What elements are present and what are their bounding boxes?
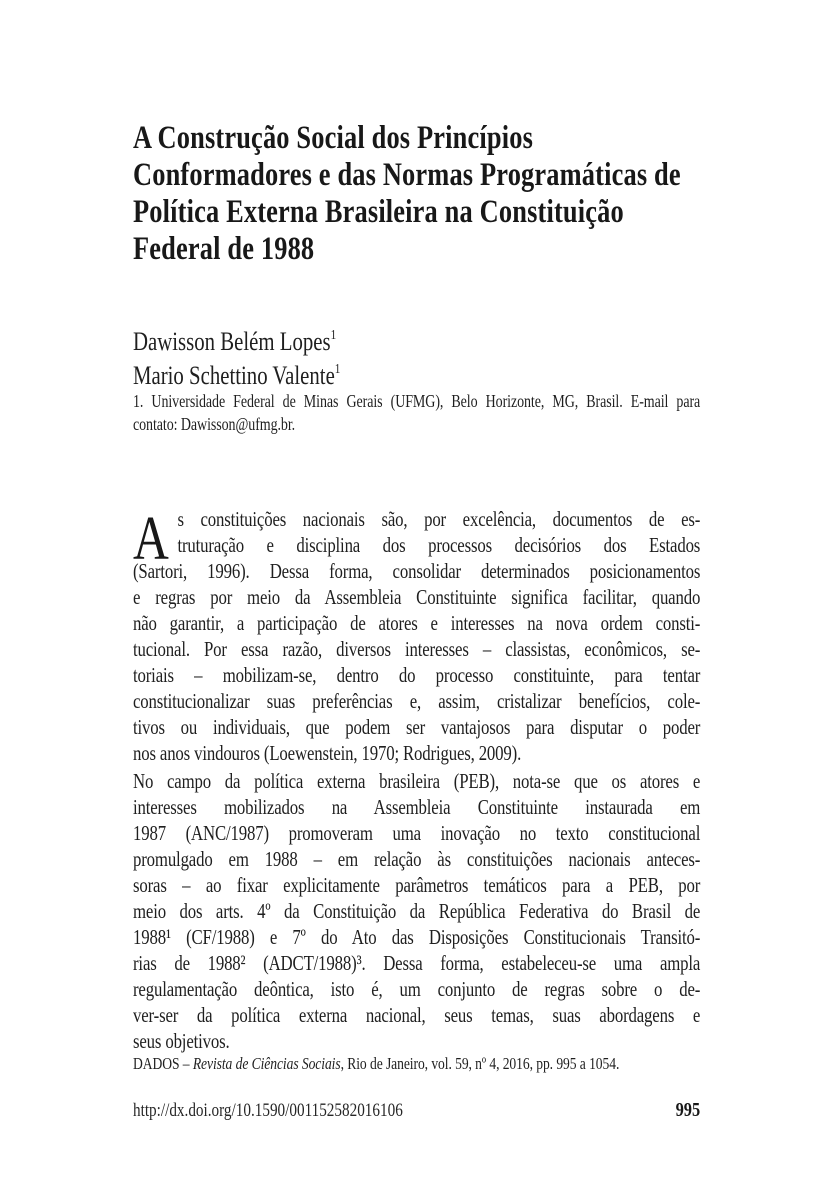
author-2-name: Mario Schettino Valente: [133, 361, 335, 390]
author-name: [133, 322, 340, 356]
author-1-footnote-ref: 1: [330, 328, 337, 343]
journal-subtitle: Revista de Ciências Sociais: [192, 1054, 341, 1073]
page-number: 995: [675, 1099, 701, 1121]
drop-cap: A: [133, 505, 169, 573]
journal-issue-info: , Rio de Janeiro, vol. 59, nº 4, 2016, pp. 995 a 1054.: [340, 1054, 620, 1073]
journal-citation: [133, 1053, 700, 1075]
paragraph-1-text: s constituições nacionais são, por excelência, documentos de es- truturação e disciplina dos processos decisórios dos Estados (Sartori, 1996). Dessa forma, consolidar determinados posicionamentos e regras por meio da Assembleia Constituinte significa facilitar, quando não garantir, a participação de atores e interesses na nova ordem consti- tucional. Por essa razão, diversos interesses – classistas, econômicos, se- toriais – mobilizam-se, dentro do processo constituinte, para tentar constitucionalizar suas preferências e, assim, cristalizar benefícios, cole- tivos ou individuais, que podem ser vantajosos para disputar o poder nos anos vindouros (Loewenstein, 1970; Rodrigues, 2009).: [133, 507, 701, 765]
paragraph-2-text: No campo da política externa brasileira (PEB), nota-se que os atores e interesses mobilizados na Assembleia Constituinte instaurada em 1987 (ANC/1987) promoveram uma inovação no texto constitucional promulgado em 1988 – em relação às constituições nacionais anteces- soras – ao fixar explicitamente parâmetros temáticos para a PEB, por meio dos arts. 4º da Constituição da República Federativa do Brasil de 1988¹ (CF/1988) e 7º do Ato das Disposições Constitucionais Transitó- rias de 1988² (ADCT/1988)³. Dessa forma, estabeleceu-se uma ampla regulamentação deôntica, isto é, um conjunto de regras sobre o de- ver-ser da política externa nacional, seus temas, suas abordagens e seus objetivos.: [133, 769, 701, 1053]
doi-link[interactable]: http://dx.doi.org/10.1590/001152582016106: [133, 1100, 403, 1121]
author-2-footnote-ref: 1: [334, 362, 341, 377]
body-paragraph-2: [133, 768, 700, 1054]
text-column: [133, 0, 700, 1195]
journal-name: DADOS –: [133, 1054, 193, 1073]
body-paragraph-1: [133, 506, 700, 766]
author-1-name: Dawisson Belém Lopes: [133, 327, 331, 356]
article-title: A Construção Social dos Princípios Conformadores e das Normas Programáticas de Política Externa Brasileira na Constituição Federal de 1988: [133, 120, 681, 267]
author-block: [133, 322, 340, 390]
affiliation-footnote: 1. Universidade Federal de Minas Gerais (UFMG), Belo Horizonte, MG, Brasil. E-mail para contato: Dawisson@ufmg.br.: [133, 391, 701, 434]
author-name: [133, 356, 340, 390]
